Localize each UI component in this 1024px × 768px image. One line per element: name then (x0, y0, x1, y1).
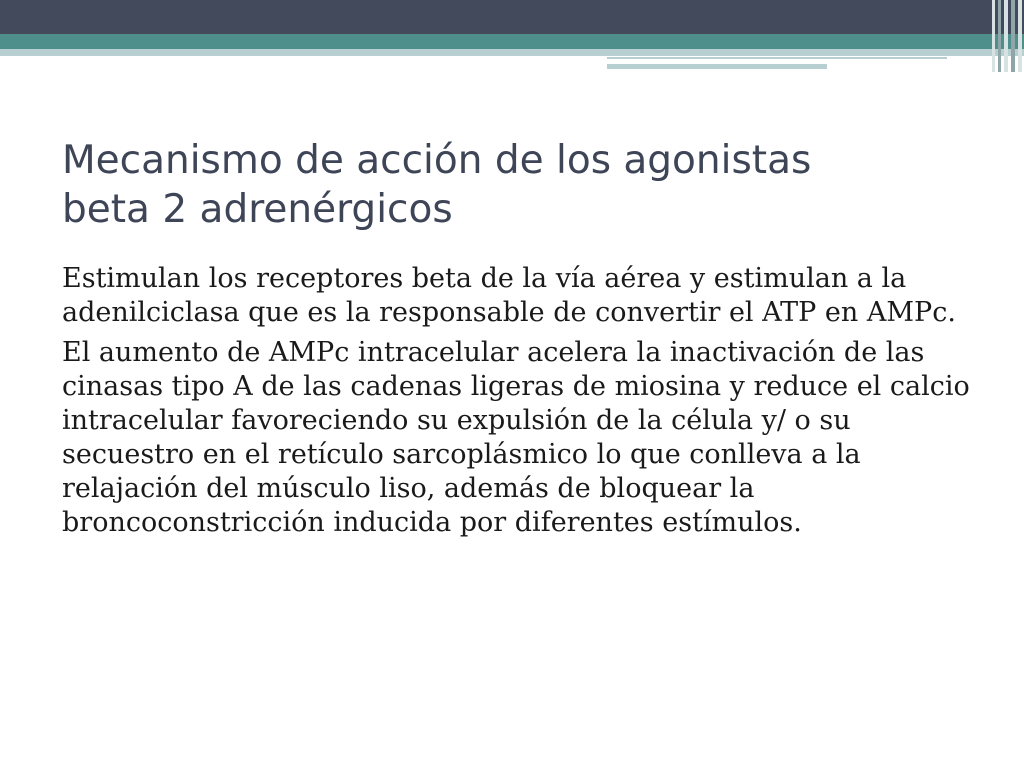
header-band-teal (0, 34, 1024, 49)
body-paragraph: Estimulan los receptores beta de la vía aérea y estimulan a la adenilciclasa que es la responsable de convertir el ATP en AMPc. (62, 263, 956, 328)
header-accent-line (607, 57, 947, 59)
slide-title (62, 136, 962, 234)
body-paragraph: El aumento de AMPc intracelular acelera la inactivación de las cinasas tipo A de las cadenas ligeras de miosina y reduce el calcio intracelular favoreciendo su expulsión de la célula y/ o su secuestro en el retículo sarcoplásmico lo que conlleva a la relajación del músculo liso, además de bloquear la broncoconstricción inducida por diferentes estímulos. (62, 337, 970, 538)
header-band-dark (0, 0, 1024, 34)
header-accent-line (607, 64, 827, 69)
slide-body (62, 262, 977, 546)
edge-stripes-decoration (992, 0, 1024, 72)
slide-title-line-1: Mecanismo de acción de los agonistas (62, 138, 812, 183)
header-band-light (0, 49, 1024, 56)
slide-title-line-2: beta 2 adrenérgicos (62, 187, 453, 232)
